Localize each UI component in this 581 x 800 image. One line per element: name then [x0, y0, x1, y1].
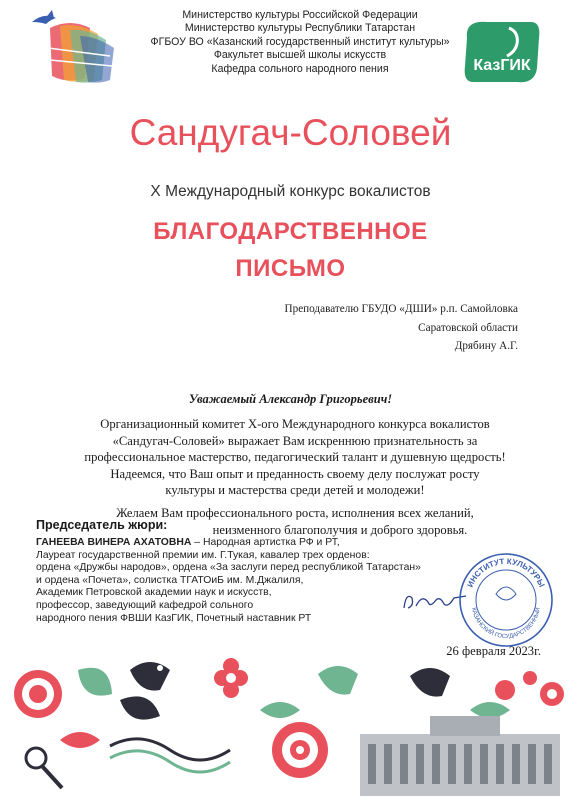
header-line: Факультет высшей школы искусств: [213, 49, 387, 62]
bio-line: [36, 537, 421, 550]
jury-chair-label: Председатель жюри:: [36, 518, 168, 532]
header-line: ФГБОУ ВО «Казанский государственный институт культуры»: [150, 35, 450, 48]
header-line: Кафедра сольного народного пения: [211, 62, 389, 75]
bio-line: профессор, заведующий кафедрой сольного: [36, 599, 254, 611]
bird-icon: [130, 662, 450, 697]
body-line: «Сандугач-Соловей» выражает Вам искреннюю признательность за: [112, 433, 478, 448]
sun-ornament-icon: [272, 722, 328, 778]
recipient-line: Саратовской области: [418, 322, 518, 334]
contest-subtitle: X Международный конкурс вокалистов: [150, 183, 431, 200]
kazgik-logo: [461, 18, 543, 86]
letter-body: [60, 416, 530, 499]
bio-line: Лауреат государственной премии им. Г.Тукая, кавалер трех орденов:: [36, 549, 370, 561]
jury-chair-bio: [36, 537, 421, 625]
stamp-emblem-icon: [496, 587, 516, 600]
flower-icon: [214, 658, 564, 706]
stamp-top-text: ИНСТИТУТ КУЛЬТУРЫ: [465, 556, 547, 589]
target-circles-icon: [14, 670, 62, 718]
wave-lines-icon: [110, 739, 230, 772]
building-icon: [360, 716, 560, 796]
ornament-stripes-icon: [48, 23, 114, 83]
letter-heading-line2: ПИСЬМО: [235, 255, 346, 282]
body-line: культуры и мастерства среди детей и молодежи!: [165, 483, 425, 497]
svg-text:ИНСТИТУТ КУЛЬТУРЫ: [466, 557, 547, 589]
official-stamp: [456, 550, 556, 650]
header-line: Министерство культуры Республики Татарстан: [184, 22, 416, 35]
bio-line: ордена «Дружбы народов», ордена «За заслуги перед республикой Татарстан»: [36, 562, 421, 574]
organization-header: [150, 9, 450, 76]
bio-line: народного пения ФВШИ КазГИК, Почетный наставник РТ: [36, 612, 312, 624]
bio-line: Академик Петровской академии наук и искусств,: [36, 587, 272, 599]
wish-line: Желаем Вам профессионального роста, исполнения всех желаний,: [116, 506, 474, 520]
recipient-block: [285, 300, 518, 338]
greeting: Уважаемый Александр Григорьевич!: [188, 392, 393, 406]
logo-text: КазГИК: [473, 57, 531, 74]
recipient-line: Преподавателю ГБУДО «ДШИ» р.п. Самойловка: [284, 303, 518, 315]
wish-line: неизменного благополучия и доброго здоровья.: [212, 522, 468, 537]
recipient-name: Дрябину А.Г.: [454, 340, 518, 352]
svg-text:КАЗАНСКИЙ ГОСУДАРСТВЕННЫЙ: [470, 607, 542, 640]
decorative-footer: [0, 650, 581, 800]
body-line: Организационный комитет X-ого Международного конкурса вокалистов: [100, 417, 490, 431]
microphone-icon: [26, 748, 62, 788]
header-line: Министерство культуры Российской Федерации: [182, 9, 418, 21]
bio-line-rest: – Народная артистка РФ и РТ,: [191, 537, 340, 548]
letter-date: 26 февраля 2023г.: [446, 644, 541, 658]
contest-title: Сандугач-Соловей: [129, 112, 452, 153]
festival-logo: [30, 8, 125, 88]
bio-line: и ордена «Почета», солистка ТГАТОиБ им. М.Джалиля,: [36, 574, 304, 586]
bird-dove-icon: [32, 10, 56, 24]
letter-heading-line1: БЛАГОДАРСТВЕННОЕ: [153, 218, 428, 245]
body-line: профессиональное мастерство, педагогический талант и душевную щедрость!: [84, 450, 506, 464]
chair-name: ГАНЕЕВА ВИНЕРА АХАТОВНА: [36, 537, 192, 548]
stamp-bottom-text: КАЗАНСКИЙ ГОСУДАРСТВЕННЫЙ: [470, 607, 542, 641]
body-line: Надеемся, что Ваш опыт и преданность своему делу послужат росту: [110, 466, 480, 481]
